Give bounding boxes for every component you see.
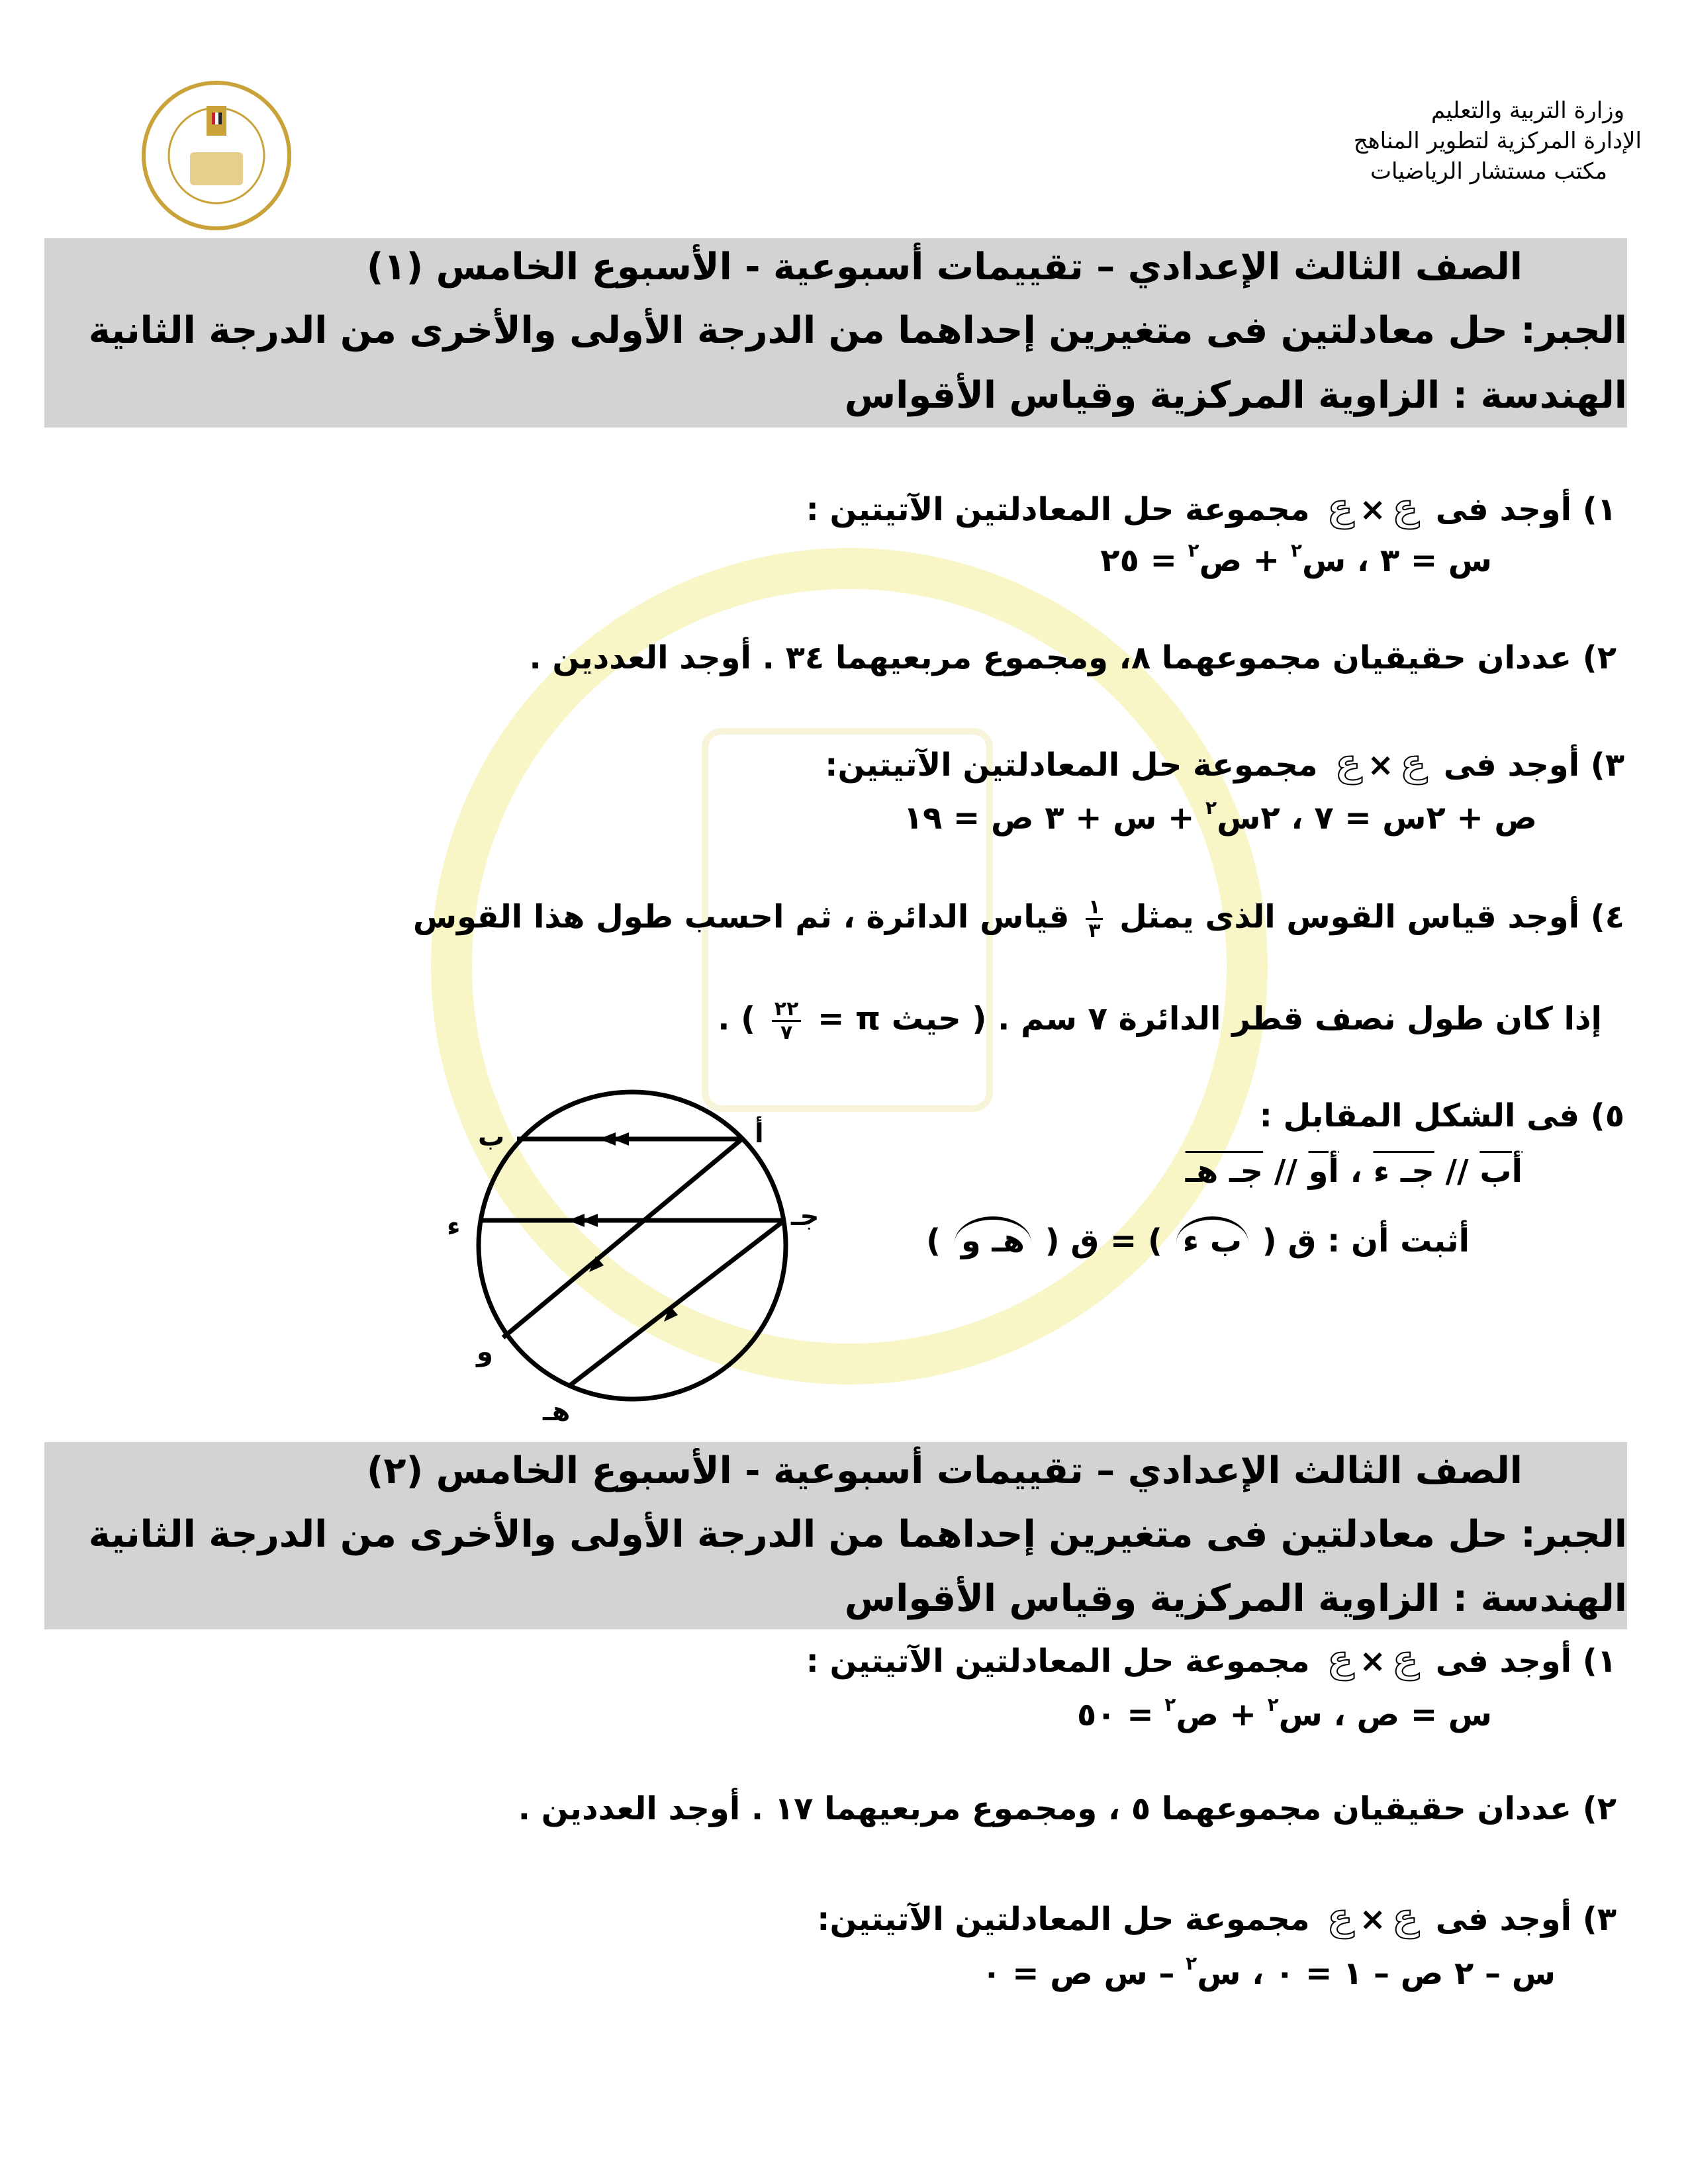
real-numbers-symbol: ع — [1400, 742, 1427, 785]
s2-question-2: ٢) عددان حقيقيان مجموعهما ٥ ، ومجموع مربعيهما ١٧ . أوجد العددين . — [518, 1790, 1617, 1827]
equation-part: + ص — [1199, 542, 1291, 579]
point-b-label: ب — [478, 1122, 505, 1152]
chord-jh — [569, 1220, 784, 1386]
point-h-label: هـ — [543, 1396, 571, 1427]
q-text: مجموعة حل المعادلتين الآتيتين: — [817, 1901, 1310, 1938]
exponent: ٢ — [1188, 539, 1199, 561]
times-sign: × — [1359, 1901, 1386, 1938]
segment-aw: أو — [1308, 1153, 1339, 1190]
q-text: = ق — [1070, 1222, 1137, 1259]
q-text: ١) أوجد فى — [1435, 491, 1617, 528]
section-1-geometry-topic: الهندسة : الزاوية المركزية وقياس الأقواس — [844, 374, 1627, 417]
exponent: ٢ — [1290, 539, 1302, 561]
q-text: قياس الدائرة ، ثم احسب طول هذا القوس — [412, 898, 1070, 936]
q-text: مجموعة حل المعادلتين الآتيتين: — [825, 747, 1318, 784]
section-2-geometry-topic: الهندسة : الزاوية المركزية وقياس الأقواس — [844, 1577, 1627, 1620]
denominator: ٧ — [780, 1021, 793, 1044]
point-j-label: جـ — [791, 1201, 820, 1232]
s1-question-5-title: ٥) فى الشكل المقابل : — [1259, 1097, 1624, 1134]
s2-question-1-equations — [1077, 1696, 1492, 1731]
section-2-title: الصف الثالث الإعدادي – تقييمات أسبوعية - الأسبوع الخامس (٢) — [366, 1449, 1523, 1492]
point-w-label: و — [477, 1337, 493, 1367]
real-numbers-symbol: ع — [1335, 742, 1361, 785]
real-numbers-symbol: ع — [1327, 1638, 1353, 1681]
times-sign: × — [1367, 747, 1394, 784]
segment-ab: أب — [1479, 1153, 1523, 1190]
section-1-title: الصف الثالث الإعدادي – تقييمات أسبوعية - الأسبوع الخامس (١) — [366, 246, 1523, 289]
point-d-label: ء — [447, 1211, 461, 1242]
q-text: ١) أوجد فى — [1435, 1643, 1617, 1680]
real-numbers-symbol: ع — [1327, 486, 1353, 529]
segment-jh: جـ هـ — [1185, 1153, 1264, 1190]
q-text: مجموعة حل المعادلتين الآتيتين : — [806, 491, 1310, 528]
equation-part: س = ص ، س — [1278, 1696, 1492, 1733]
exponent: ٢ — [1164, 1694, 1176, 1715]
real-numbers-symbol: ع — [1392, 1638, 1419, 1681]
numerator: ١ — [1086, 896, 1103, 920]
denominator: ٣ — [1088, 919, 1101, 942]
real-numbers-symbol: ع — [1392, 1896, 1419, 1939]
equation-part: + ص — [1176, 1696, 1268, 1733]
s2-question-1 — [806, 1638, 1617, 1681]
header-ministry: وزارة التربية والتعليم — [1431, 97, 1624, 124]
arc-hw: هـ و — [955, 1216, 1031, 1257]
equation-part: = ٢٥ — [1100, 542, 1188, 579]
segment-jd: جـ ء — [1373, 1153, 1434, 1190]
q-text: ٤) أوجد قياس القوس الذى يمثل — [1119, 898, 1624, 936]
comma: ، — [1350, 1153, 1362, 1190]
section-1-algebra-topic: الجبر: حل معادلتين فى متغيرين إحداهما من الدرجة الأولى والأخرى من الدرجة الثانية — [88, 309, 1627, 352]
parallel-sign: // — [1274, 1153, 1297, 1190]
real-numbers-symbol: ع — [1392, 486, 1419, 529]
q-text: إذا كان طول نصف قطر الدائرة ٧ سم . ( حيث π = — [818, 1000, 1602, 1038]
q-text: ٣) أوجد فى — [1435, 1901, 1617, 1938]
exponent: ٢ — [1205, 797, 1217, 819]
times-sign: × — [1359, 491, 1386, 528]
equation-part: س – ٢ ص – ١ = ٠ ، س — [1197, 1955, 1556, 1992]
s2-question-3 — [817, 1896, 1617, 1939]
exponent: ٢ — [1267, 1694, 1279, 1715]
point-a-label: أ — [755, 1118, 764, 1149]
q-text: مجموعة حل المعادلتين الآتيتين : — [806, 1643, 1310, 1680]
equation-part: – س ص = ٠ — [982, 1955, 1186, 1992]
s1-question-5-prove: أثبت أن : ق ( ب ء ) = ق ( هـ و ) — [926, 1216, 1470, 1257]
chord-aw — [503, 1139, 742, 1338]
arc-bd: ب ء — [1176, 1216, 1248, 1257]
real-numbers-symbol: ع — [1327, 1896, 1353, 1939]
header-department: الإدارة المركزية لتطوير المناهج — [1353, 128, 1642, 154]
equation-part: = ٥٠ — [1077, 1696, 1165, 1733]
q-text: ٣) أوجد فى — [1443, 747, 1624, 784]
section-2-algebra-topic: الجبر: حل معادلتين فى متغيرين إحداهما من الدرجة الأولى والأخرى من الدرجة الثانية — [88, 1513, 1627, 1556]
s2-question-3-equations — [982, 1952, 1556, 1992]
parallel-sign: // — [1445, 1153, 1469, 1190]
s1-question-2: ٢) عددان حقيقيان مجموعهما ٨، ومجموع مربعيهما ٣٤ . أوجد العددين . — [529, 639, 1617, 676]
parallel-arrow-marks — [568, 1132, 678, 1322]
exponent: ٢ — [1186, 1952, 1197, 1974]
times-sign: × — [1359, 1643, 1386, 1680]
numerator: ٢٢ — [772, 998, 802, 1022]
equation-part: س = ٣ ، س — [1301, 542, 1492, 579]
equation-part: + س + ٣ ص = ١٩ — [903, 799, 1206, 837]
q-text: أثبت أن : ق — [1288, 1222, 1470, 1259]
header-office: مكتب مستشار الرياضيات — [1370, 158, 1607, 185]
equation-part: ص + ٢س = ٧ ، ٢س — [1217, 799, 1537, 837]
q-text: ) . — [718, 1000, 756, 1038]
